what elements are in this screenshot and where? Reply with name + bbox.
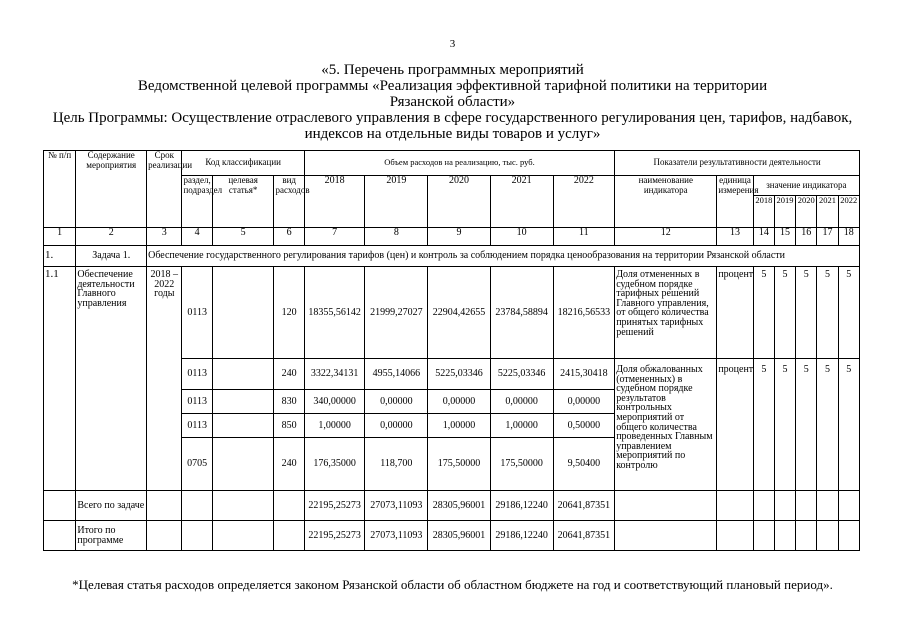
row-expense-type: 240 [274, 438, 304, 491]
heading-line-2: Ведомственной целевой программы «Реализация эффективной тарифной политики на территории [137, 78, 768, 94]
header-ind-year-2022: 2022 [838, 196, 859, 228]
header-performance: Показатели результативности деятельности [615, 151, 860, 176]
row-target-item [212, 414, 274, 438]
total-program-label: Итого по программе [76, 521, 147, 551]
empty-cell [212, 491, 274, 521]
empty-cell [182, 521, 212, 551]
col-index: 12 [615, 228, 717, 246]
row-value-2020: 0,00000 [428, 390, 491, 414]
col-index: 3 [147, 228, 182, 246]
header-target-item: целевая статья* [212, 176, 274, 228]
row-expense-type: 120 [274, 267, 304, 359]
row-value-2021: 175,50000 [490, 438, 553, 491]
header-ind-year-2018: 2018 [753, 196, 774, 228]
empty-cell [44, 491, 76, 521]
document-heading [0, 62, 905, 142]
header-content: Содержание мероприятия [76, 151, 147, 228]
row-value-2021: 23784,58894 [490, 267, 553, 359]
col-index: 11 [553, 228, 615, 246]
row-target-item [212, 438, 274, 491]
col-index: 7 [304, 228, 365, 246]
col-index: 10 [490, 228, 553, 246]
row-expense-type: 830 [274, 390, 304, 414]
indicator-name: Доля отмененных в судебном порядке тарифных решений Главного управления, от общего количества принятых тарифных решений [615, 267, 717, 359]
item-number: 1.1 [44, 267, 76, 491]
empty-cell [717, 491, 753, 521]
row-value-2021: 0,00000 [490, 390, 553, 414]
empty-cell [796, 491, 817, 521]
row-value-2020: 22904,42655 [428, 267, 491, 359]
col-index: 13 [717, 228, 753, 246]
header-year-2022: 2022 [553, 176, 615, 228]
total-task-2020: 28305,96001 [428, 491, 491, 521]
col-index: 1 [44, 228, 76, 246]
total-task-2019: 27073,11093 [365, 491, 428, 521]
indicator-value-2018: 5 [753, 267, 774, 359]
row-expense-type: 240 [274, 359, 304, 390]
empty-cell [182, 491, 212, 521]
item-content: Обеспечение деятельности Главного управления [76, 267, 147, 491]
col-index: 5 [212, 228, 274, 246]
total-program-row [44, 521, 860, 551]
header-expense-type: вид расходов [274, 176, 304, 228]
col-index: 9 [428, 228, 491, 246]
empty-cell [44, 521, 76, 551]
task-description: Обеспечение государственного регулирования тарифов (цен) и контроль за соблюдением порядка ценообразования на территории Рязанской области [147, 246, 860, 267]
empty-cell [753, 491, 774, 521]
row-value-2022: 0,50000 [553, 414, 615, 438]
total-task-2022: 20641,87351 [553, 491, 615, 521]
total-task-label: Всего по задаче [76, 491, 147, 521]
page-number: 3 [449, 38, 456, 50]
row-target-item [212, 359, 274, 390]
row-section: 0113 [182, 414, 212, 438]
empty-cell [774, 521, 795, 551]
indicator-value-2019: 5 [774, 359, 795, 491]
empty-cell [615, 491, 717, 521]
indicator-value-2022: 5 [838, 267, 859, 359]
row-section: 0113 [182, 390, 212, 414]
table-row [44, 267, 860, 359]
header-year-2021: 2021 [490, 176, 553, 228]
header-year-2020: 2020 [428, 176, 491, 228]
empty-cell [147, 521, 182, 551]
header-ind-year-2019: 2019 [774, 196, 795, 228]
indicator-name: Доля обжалованных (отмененных) в судебном порядке результатов контрольных мероприятий от общего количества проведенных Главным управлением мероприятий по контролю [615, 359, 717, 491]
row-section: 0705 [182, 438, 212, 491]
empty-cell [796, 521, 817, 551]
header-unit: единица измерения [717, 176, 753, 228]
header-term: Срок реализации [147, 151, 182, 228]
indicator-value-2018: 5 [753, 359, 774, 491]
col-index: 4 [182, 228, 212, 246]
row-value-2022: 18216,56533 [553, 267, 615, 359]
header-classification-code: Код классификации [182, 151, 304, 176]
header-expense-volume: Объем расходов на реализацию, тыс. руб. [304, 151, 614, 176]
row-value-2018: 3322,34131 [304, 359, 365, 390]
col-index: 2 [76, 228, 147, 246]
row-value-2021: 5225,03346 [490, 359, 553, 390]
total-program-2022: 20641,87351 [553, 521, 615, 551]
total-program-2019: 27073,11093 [365, 521, 428, 551]
empty-cell [817, 521, 838, 551]
total-task-2021: 29186,12240 [490, 491, 553, 521]
row-value-2018: 1,00000 [304, 414, 365, 438]
heading-line-1: «5. Перечень программных мероприятий [321, 62, 584, 78]
header-ind-year-2021: 2021 [817, 196, 838, 228]
footnote: *Целевая статья расходов определяется законом Рязанской области об областном бюджете на год и соответствующий плановый период». [72, 577, 833, 592]
row-target-item [212, 267, 274, 359]
row-value-2019: 0,00000 [365, 390, 428, 414]
row-value-2020: 5225,03346 [428, 359, 491, 390]
empty-cell [274, 491, 304, 521]
empty-cell [774, 491, 795, 521]
indicator-unit: процент [717, 267, 753, 359]
header-year-2018: 2018 [304, 176, 365, 228]
indicator-unit: процент [717, 359, 753, 491]
col-index: 14 [753, 228, 774, 246]
task-label: Задача 1. [76, 246, 147, 267]
col-index: 15 [774, 228, 795, 246]
task-row [44, 246, 860, 267]
row-value-2019: 0,00000 [365, 414, 428, 438]
row-value-2019: 4955,14066 [365, 359, 428, 390]
heading-line-5: индексов на отдельные виды товаров и услуг» [304, 126, 601, 142]
row-expense-type: 850 [274, 414, 304, 438]
row-value-2018: 18355,56142 [304, 267, 365, 359]
row-value-2018: 340,00000 [304, 390, 365, 414]
indicator-value-2020: 5 [796, 359, 817, 491]
col-index: 18 [838, 228, 859, 246]
header-no: № п/п [44, 151, 76, 228]
empty-cell [753, 521, 774, 551]
row-value-2018: 176,35000 [304, 438, 365, 491]
row-value-2020: 175,50000 [428, 438, 491, 491]
row-value-2022: 2415,30418 [553, 359, 615, 390]
item-term: 2018 – 2022 годы [147, 267, 182, 491]
row-value-2019: 118,700 [365, 438, 428, 491]
col-index: 8 [365, 228, 428, 246]
indicator-value-2022: 5 [838, 359, 859, 491]
indicator-value-2020: 5 [796, 267, 817, 359]
empty-cell [838, 521, 859, 551]
row-value-2020: 1,00000 [428, 414, 491, 438]
total-task-row [44, 491, 860, 521]
empty-cell [838, 491, 859, 521]
empty-cell [274, 521, 304, 551]
empty-cell [817, 491, 838, 521]
total-program-2020: 28305,96001 [428, 521, 491, 551]
row-value-2019: 21999,27027 [365, 267, 428, 359]
row-section: 0113 [182, 359, 212, 390]
header-ind-year-2020: 2020 [796, 196, 817, 228]
empty-cell [147, 491, 182, 521]
row-value-2022: 9,50400 [553, 438, 615, 491]
col-index: 16 [796, 228, 817, 246]
program-activities-table [43, 150, 860, 551]
row-section: 0113 [182, 267, 212, 359]
header-year-2019: 2019 [365, 176, 428, 228]
task-number: 1. [44, 246, 76, 267]
total-task-2018: 22195,25273 [304, 491, 365, 521]
empty-cell [615, 521, 717, 551]
header-section: раздел, подраздел [182, 176, 212, 228]
total-program-2021: 29186,12240 [490, 521, 553, 551]
empty-cell [212, 521, 274, 551]
col-index: 17 [817, 228, 838, 246]
indicator-value-2019: 5 [774, 267, 795, 359]
header-indicator-name: наименование индикатора [615, 176, 717, 228]
row-value-2021: 1,00000 [490, 414, 553, 438]
total-program-2018: 22195,25273 [304, 521, 365, 551]
row-target-item [212, 390, 274, 414]
row-value-2022: 0,00000 [553, 390, 615, 414]
indicator-value-2021: 5 [817, 359, 838, 491]
heading-line-4: Цель Программы: Осуществление отраслевого управления в сфере государственного регулирования цен, тарифов, надбавок, [52, 110, 853, 126]
indicator-value-2021: 5 [817, 267, 838, 359]
column-index-row [44, 228, 860, 246]
empty-cell [717, 521, 753, 551]
col-index: 6 [274, 228, 304, 246]
heading-line-3: Рязанской области» [389, 94, 516, 110]
header-indicator-value: значение индикатора [753, 176, 859, 196]
